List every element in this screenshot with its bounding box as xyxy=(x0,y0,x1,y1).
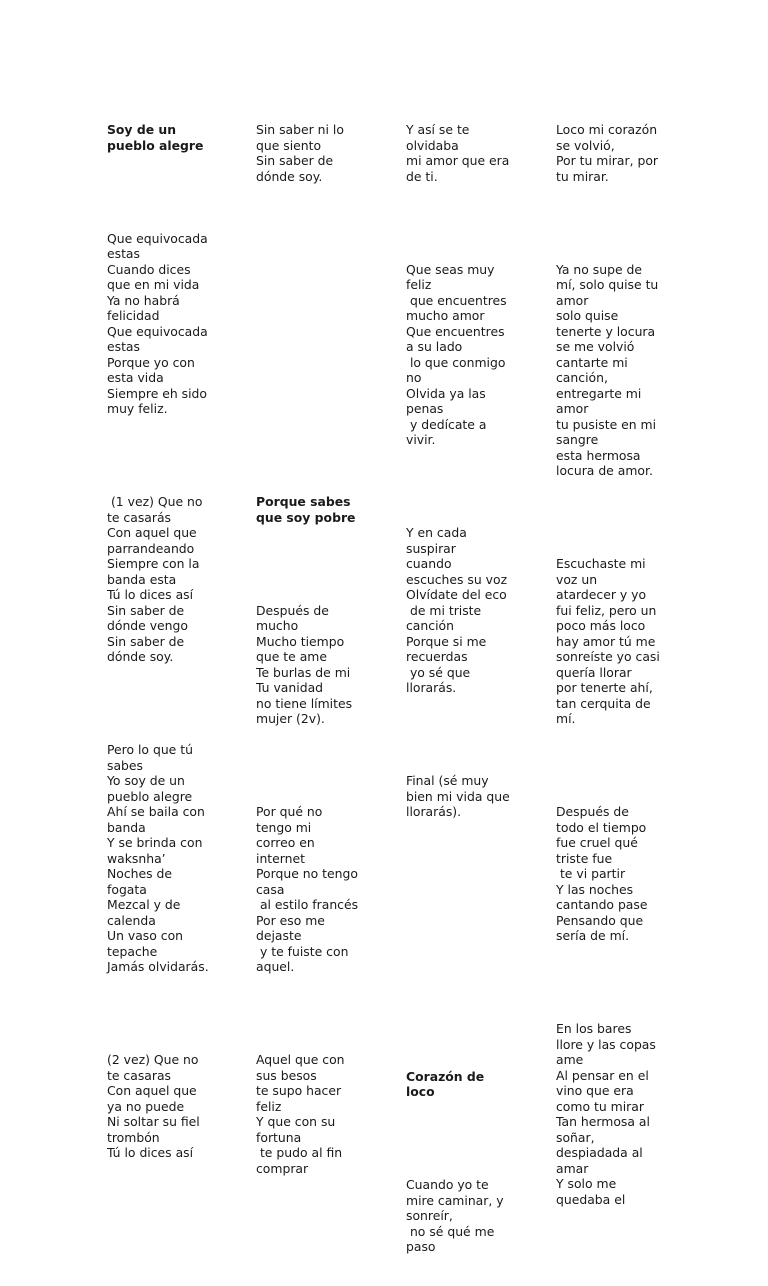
lyric-stanza: Final (sé muy bien mi vida que llorarás). xyxy=(406,773,510,819)
column-2 xyxy=(256,91,368,1207)
column-3 xyxy=(406,91,518,1286)
lyric-stanza: Aquel que con sus besos te supo hacer feliz Y que con su fortuna te pudo al fin comprar xyxy=(256,1052,345,1176)
lyric-stanza: (2 vez) Que no te casaras Con aquel que ya no puede Ni soltar su fiel trombón Tú lo dices así xyxy=(107,1052,200,1160)
lyric-stanza: Y así se te olvidaba mi amor que era de ti. xyxy=(406,122,510,184)
lyric-stanza: Después de mucho Mucho tiempo que te ame Te burlas de mi Tu vanidad no tiene límites mujer (2v). xyxy=(256,602,353,726)
lyric-stanza: En los bares llore y las copas ame Al pensar en el vino que era como tu mirar Tan hermosa al soñar, despiadada al amar Y solo me quedaba el xyxy=(556,1021,656,1207)
lyric-stanza: Pero lo que tú sabes Yo soy de un pueblo alegre Ahí se baila con banda Y se brinda con waksnha’ Noches de fogata Mezcal y de calenda Un vaso con tepache Jamás olvidarás. xyxy=(107,742,209,974)
lyric-stanza: Que seas muy feliz que encuentres mucho amor Que encuentres a su lado lo que conmigo no Olvida ya las penas y dedícate a vivir. xyxy=(406,261,507,447)
song-title-porque-sabes-que-soy-pobre: Porque sabes que soy pobre xyxy=(256,494,356,525)
lyric-stanza: Y en cada suspirar cuando escuches su voz Olvídate del eco de mi triste canción Porque si me recuerdas yo sé que llorarás. xyxy=(406,525,508,695)
lyric-stanza: Sin saber ni lo que siento Sin saber de dónde soy. xyxy=(256,122,344,184)
song-title-corazon-de-loco: Corazón de loco xyxy=(406,1068,485,1099)
lyric-stanza: Loco mi corazón se volvió, Por tu mirar, por tu mirar. xyxy=(556,122,659,184)
column-4 xyxy=(556,91,670,1238)
column-1 xyxy=(107,91,219,1192)
lyric-stanza: Por qué no tengo mi correo en internet Porque no tengo casa al estilo francés Por eso me dejaste y te fuiste con aquel. xyxy=(256,804,359,974)
lyric-stanza: Después de todo el tiempo fue cruel qué triste fue te vi partir Y las noches cantando pase Pensando que sería de mí. xyxy=(556,804,648,943)
lyric-stanza: Cuando yo te mire caminar, y sonreír, no sé qué me paso xyxy=(406,1177,504,1254)
lyric-stanza: Escuchaste mi voz un atardecer y yo fui feliz, pero un poco más loco hay amor tú me sonreíste yo casi quería llorar por tenerte ahí, tan cerquita de mí. xyxy=(556,556,660,726)
lyric-stanza: Que equivocada estas Cuando dices que en mi vida Ya no habrá felicidad Que equivocada estas Porque yo con esta vida Siempre eh sido muy feliz. xyxy=(107,230,208,416)
song-title-soy-de-un-pueblo-alegre: Soy de un pueblo alegre xyxy=(107,122,204,153)
lyric-stanza: Ya no supe de mí, solo quise tu amor solo quise tenerte y locura se me volvió cantarte mi canción, entregarte mi amor tu pusiste en mi sangre esta hermosa locura de amor. xyxy=(556,261,659,478)
lyric-stanza: (1 vez) Que no te casarás Con aquel que parrandeando Siempre con la banda esta Tú lo dices así Sin saber de dónde vengo Sin saber de dónde soy. xyxy=(107,494,203,664)
